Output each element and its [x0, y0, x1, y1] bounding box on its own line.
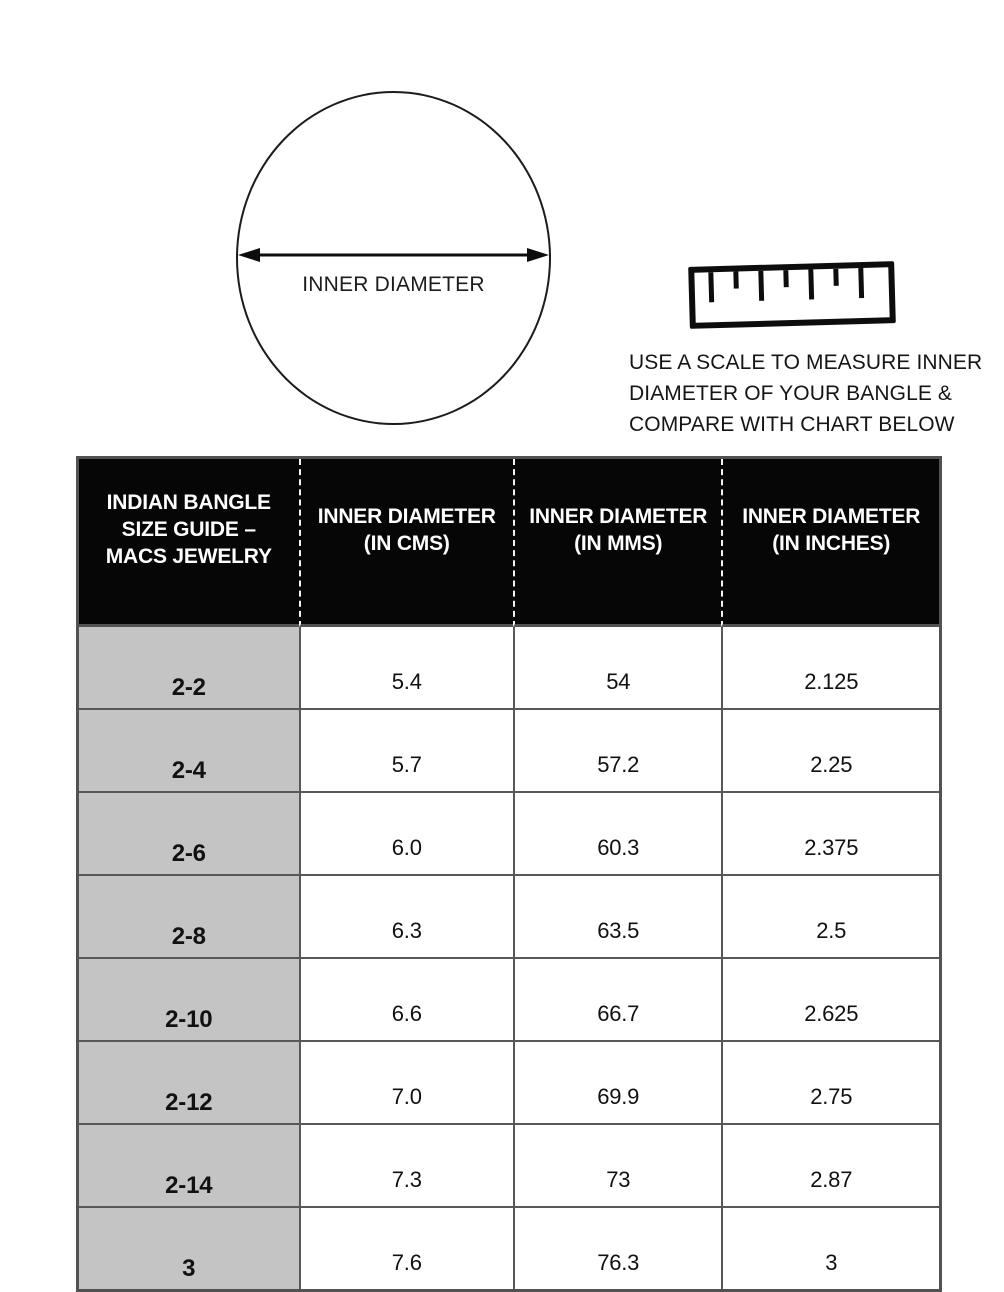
header-line: (IN CMS)	[363, 531, 450, 555]
table-row	[79, 1208, 939, 1289]
cms-cell: 5.7	[299, 710, 513, 793]
cms-cell: 6.0	[299, 793, 513, 876]
table-row	[79, 793, 939, 876]
table-row	[79, 876, 939, 959]
table-row	[79, 627, 939, 710]
table-row	[79, 1125, 939, 1208]
table-header-row	[79, 459, 939, 627]
inches-cell: 3	[721, 1208, 939, 1289]
header-line: INDIAN BANGLE	[106, 491, 271, 514]
header-line: MACS JEWELRY	[105, 545, 272, 568]
cms-cell: 7.0	[299, 1042, 513, 1125]
mms-cell: 54	[513, 627, 721, 710]
ruler-tick	[858, 268, 864, 298]
diameter-arrow-icon	[236, 91, 551, 425]
size-cell: 2-2	[79, 627, 299, 710]
inches-cell: 2.5	[721, 876, 939, 959]
ruler-tick	[783, 270, 788, 287]
column-header-size-guide	[79, 459, 299, 627]
instruction-line: COMPARE WITH CHART BELOW	[629, 413, 955, 436]
size-cell: 2-10	[79, 959, 299, 1042]
instruction-line: USE A SCALE TO MEASURE INNER	[629, 351, 983, 374]
cms-cell: 6.3	[299, 876, 513, 959]
cms-cell: 5.4	[299, 627, 513, 710]
ruler-tick	[733, 271, 738, 288]
size-cell: 3	[79, 1208, 299, 1289]
mms-cell: 76.3	[513, 1208, 721, 1289]
ruler-tick	[833, 269, 838, 286]
header-line: SIZE GUIDE –	[121, 518, 256, 541]
mms-cell: 69.9	[513, 1042, 721, 1125]
cms-cell: 6.6	[299, 959, 513, 1042]
inches-cell: 2.625	[721, 959, 939, 1042]
cms-cell: 7.6	[299, 1208, 513, 1289]
header-line: INNER DIAMETER	[317, 504, 496, 528]
size-cell: 2-8	[79, 876, 299, 959]
ruler-tick	[808, 269, 814, 299]
mms-cell: 63.5	[513, 876, 721, 959]
size-guide-table	[76, 456, 942, 1292]
header-line: INNER DIAMETER	[529, 504, 708, 528]
header-line: (IN INCHES)	[772, 531, 891, 555]
ruler-icon	[688, 261, 896, 329]
header-line: INNER DIAMETER	[742, 504, 921, 528]
inches-cell: 2.125	[721, 627, 939, 710]
size-cell: 2-14	[79, 1125, 299, 1208]
size-cell: 2-12	[79, 1042, 299, 1125]
measure-instructions	[629, 347, 983, 440]
ruler-tick	[708, 272, 714, 302]
table-row	[79, 959, 939, 1042]
instruction-line: DIAMETER OF YOUR BANGLE &	[629, 382, 953, 405]
size-cell: 2-4	[79, 710, 299, 793]
column-header-inches	[721, 459, 939, 627]
mms-cell: 66.7	[513, 959, 721, 1042]
inches-cell: 2.25	[721, 710, 939, 793]
ruler-tick	[758, 271, 764, 301]
mms-cell: 73	[513, 1125, 721, 1208]
column-header-mms	[513, 459, 721, 627]
inner-diameter-label: INNER DIAMETER	[302, 273, 485, 296]
size-cell: 2-6	[79, 793, 299, 876]
bangle-diagram	[236, 91, 551, 425]
mms-cell: 57.2	[513, 710, 721, 793]
inches-cell: 2.75	[721, 1042, 939, 1125]
mms-cell: 60.3	[513, 793, 721, 876]
cms-cell: 7.3	[299, 1125, 513, 1208]
table-row	[79, 1042, 939, 1125]
header-line: (IN MMS)	[574, 531, 663, 555]
table-row	[79, 710, 939, 793]
inches-cell: 2.87	[721, 1125, 939, 1208]
inches-cell: 2.375	[721, 793, 939, 876]
column-header-cms	[299, 459, 513, 627]
